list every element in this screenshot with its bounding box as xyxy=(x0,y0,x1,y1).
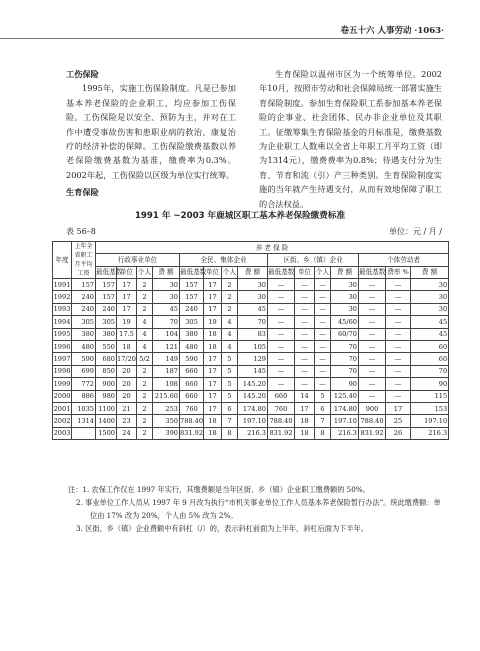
table-cell: 380 xyxy=(96,328,117,340)
table-cell: 125.40 xyxy=(331,390,359,402)
table-cell: 174.80 xyxy=(331,402,359,414)
table-cell: — xyxy=(295,353,315,365)
table-cell: 70 xyxy=(331,353,359,365)
table-cell: — xyxy=(386,378,411,390)
table-cell: — xyxy=(359,328,386,340)
table-cell: 30 xyxy=(411,291,449,303)
note-1: 注：1. 农保工作仅在 1997 年实行，其缴费额是当年区街、乡（镇）企业职工缴费额的 50%。 xyxy=(68,485,370,494)
table-cell: 1035 xyxy=(72,402,96,414)
note-3: 3. 区街、乡（镇）企业费额中有斜杠（/）的，表示斜杠前面为上半年，斜杠后面为下半年。 xyxy=(76,524,368,533)
table-cell: 5 xyxy=(222,353,238,365)
table-row xyxy=(53,291,449,303)
table-cell: — xyxy=(386,303,411,315)
right-column xyxy=(259,67,442,211)
table-cell: 5 xyxy=(222,365,238,377)
table-cell: — xyxy=(315,291,331,303)
table-cell: — xyxy=(359,340,386,352)
table-cell: 23 xyxy=(117,415,137,427)
table-cell: 216.3 xyxy=(238,427,268,439)
table-cell: — xyxy=(386,328,411,340)
table-cell: 83 xyxy=(238,328,268,340)
table-cell: 215.60 xyxy=(153,390,180,402)
table-cell: — xyxy=(268,340,295,352)
h-rate-personal: 个人 xyxy=(137,266,153,278)
table-cell: 4 xyxy=(137,316,153,328)
table-cell: 240 xyxy=(72,303,96,315)
table-cell: — xyxy=(268,328,295,340)
table-cell: 1100 xyxy=(96,402,117,414)
h-min-base: 最低基数 xyxy=(359,266,386,278)
table-cell: 2 xyxy=(137,279,153,291)
table-cell: 831.92 xyxy=(268,427,295,439)
table-row xyxy=(53,316,449,328)
table-cell: 45 xyxy=(411,316,449,328)
table-cell: 380 xyxy=(180,328,204,340)
table-cell: — xyxy=(295,303,315,315)
table-cell: 45 xyxy=(411,328,449,340)
table-cell: 19 xyxy=(117,316,137,328)
table-cell: 2003 xyxy=(53,427,72,439)
table-cell: 121 xyxy=(153,340,180,352)
table-notes xyxy=(68,483,444,535)
col-avg-wage: 上年全省职工月平均工资 xyxy=(72,242,96,279)
table-cell: 157 xyxy=(180,291,204,303)
table-cell: 380 xyxy=(72,328,96,340)
table-cell: 1996 xyxy=(53,340,72,352)
table-row xyxy=(53,340,449,352)
table-row xyxy=(53,365,449,377)
table-cell: 699 xyxy=(72,365,96,377)
table-cell: 104 xyxy=(153,328,180,340)
table-cell: — xyxy=(386,291,411,303)
table-cell: 4 xyxy=(137,340,153,352)
table-cell: — xyxy=(268,303,295,315)
table-cell: 17 xyxy=(204,279,222,291)
table-cell: 760 xyxy=(268,402,295,414)
h-min-base: 最低基数 xyxy=(180,266,204,278)
table-cell: 2 xyxy=(137,365,153,377)
paragraph: 1995年，实施工伤保险制度。凡是已参加基本养老保险的企业职工，均应参加工伤保险。工伤保险是以安全、预防为主，并对在工作中遭受事故伤害和患职业病的救治、康复治疗的经济补偿的保障。工伤保险缴费基数以养老保险缴费基数为基准，缴费率为0.3%。2002年起，工伤保险以区级为单位实行统筹。 xyxy=(66,83,236,180)
table-cell: 350 xyxy=(153,415,180,427)
running-header xyxy=(0,24,444,39)
h-min-base: 最低基数 xyxy=(268,266,295,278)
table-cell: 18 xyxy=(204,415,222,427)
table-cell: 24 xyxy=(117,427,137,439)
table-cell: 149 xyxy=(153,353,180,365)
table-cell: 30 xyxy=(331,303,359,315)
table-cell: — xyxy=(315,279,331,291)
table-cell: 157 xyxy=(96,291,117,303)
h-min-base: 最低基数 xyxy=(96,266,117,278)
table-cell: 17 xyxy=(117,291,137,303)
group-state-enterprise: 全民、集体企业 xyxy=(180,254,268,266)
col-year: 年度 xyxy=(53,242,72,279)
table-cell: 1997 xyxy=(53,353,72,365)
table-cell: — xyxy=(315,365,331,377)
table-row xyxy=(53,427,449,439)
table-cell: 240 xyxy=(180,303,204,315)
table-cell: 1994 xyxy=(53,316,72,328)
table-cell: 90 xyxy=(331,378,359,390)
table-number: 表 56–8 xyxy=(66,227,96,236)
note-2: 2. 事业单位工作人员从 1997 年 9 月改为执行“市机关事业单位工作人员基本养老保险暂行办法”。统此缴费额：单位由 17% 改为 20%，个人由 5% 改为 2%。 xyxy=(76,498,441,520)
h-amount: 费 额 xyxy=(411,266,449,278)
table-cell: 17 xyxy=(204,353,222,365)
table-cell: 831.92 xyxy=(359,427,386,439)
table-cell: 305 xyxy=(72,316,96,328)
table-cell: 772 xyxy=(72,378,96,390)
table-cell: — xyxy=(268,291,295,303)
h-rate-unit: 单位 xyxy=(117,266,137,278)
table-cell: 900 xyxy=(359,402,386,414)
table-cell: 8 xyxy=(222,427,238,439)
table-cell: 17 xyxy=(204,291,222,303)
table-cell: 1500 xyxy=(96,427,117,439)
table-cell: 30 xyxy=(153,279,180,291)
table-row xyxy=(53,279,449,291)
table-row xyxy=(53,303,449,315)
table-cell: — xyxy=(315,303,331,315)
table-cell: 20 xyxy=(117,378,137,390)
group-admin: 行政事业单位 xyxy=(96,254,180,266)
table-cell: 45/60 xyxy=(331,316,359,328)
table-cell: 4 xyxy=(222,328,238,340)
table-cell: — xyxy=(268,279,295,291)
table-row xyxy=(53,328,449,340)
table-cell: 660 xyxy=(180,378,204,390)
table-cell: 45 xyxy=(153,303,180,315)
table-cell: — xyxy=(315,340,331,352)
table-cell: 5 xyxy=(222,378,238,390)
table-cell: — xyxy=(295,328,315,340)
table-cell: 1999 xyxy=(53,378,72,390)
table-cell: 2 xyxy=(137,402,153,414)
table-cell: 2 xyxy=(137,291,153,303)
table-cell: 70 xyxy=(411,365,449,377)
table-cell: — xyxy=(359,291,386,303)
table-cell: 788.40 xyxy=(359,415,386,427)
table-cell: 17 xyxy=(117,303,137,315)
table-cell: 30 xyxy=(331,279,359,291)
table-cell: 1995 xyxy=(53,328,72,340)
table-cell: 5 xyxy=(222,390,238,402)
table-cell: — xyxy=(386,353,411,365)
h-rate: 费率 % xyxy=(386,266,411,278)
table-cell: 25 xyxy=(386,415,411,427)
table-cell: 17 xyxy=(204,390,222,402)
table-cell: 115 xyxy=(411,390,449,402)
table-cell: 2002 xyxy=(53,415,72,427)
table-cell: 1400 xyxy=(96,415,117,427)
table-cell: 30 xyxy=(331,291,359,303)
table-cell: 2 xyxy=(137,303,153,315)
table-row xyxy=(53,353,449,365)
table-cell: 1992 xyxy=(53,291,72,303)
table-cell: 6 xyxy=(315,402,331,414)
table-cell: 17 xyxy=(204,303,222,315)
left-column xyxy=(66,67,236,182)
table-cell: 2 xyxy=(222,279,238,291)
table-cell: — xyxy=(295,279,315,291)
table-cell: 240 xyxy=(96,303,117,315)
table-cell: 20 xyxy=(117,365,137,377)
table-cell: 18 xyxy=(295,427,315,439)
table-cell: — xyxy=(386,340,411,352)
table-cell: — xyxy=(295,378,315,390)
table-cell: 1993 xyxy=(53,303,72,315)
table-cell: — xyxy=(359,279,386,291)
table-unit: 单位：元 / 月 / xyxy=(388,227,442,236)
table-cell: 7 xyxy=(222,415,238,427)
table-cell: — xyxy=(315,378,331,390)
table-cell: 187 xyxy=(153,365,180,377)
table-cell: 1991 xyxy=(53,279,72,291)
table-cell: 240 xyxy=(72,291,96,303)
table-cell: 4 xyxy=(222,340,238,352)
table-cell: 174.80 xyxy=(238,402,268,414)
table-cell: 886 xyxy=(72,390,96,402)
running-head-text: 卷五十六 人事劳动 ·1063· xyxy=(340,26,444,36)
table-cell: 253 xyxy=(153,402,180,414)
table-cell: 305 xyxy=(96,316,117,328)
table-cell: 70 xyxy=(331,365,359,377)
table-cell: — xyxy=(315,316,331,328)
table-cell: — xyxy=(386,316,411,328)
table-cell: 90 xyxy=(411,378,449,390)
table-cell: 5/2 xyxy=(137,353,153,365)
table-cell: 2000 xyxy=(53,390,72,402)
pension-table xyxy=(52,241,449,440)
table-cell: 17 xyxy=(117,279,137,291)
table-cell: — xyxy=(359,365,386,377)
table-cell: 70 xyxy=(238,316,268,328)
table-cell: 157 xyxy=(180,279,204,291)
table-cell: 788.40 xyxy=(268,415,295,427)
table-cell: 17 xyxy=(295,402,315,414)
table-cell: 660 xyxy=(268,390,295,402)
table-cell: 660 xyxy=(180,390,204,402)
table-cell: — xyxy=(295,365,315,377)
table-cell: 30 xyxy=(238,279,268,291)
table-cell: 7 xyxy=(315,415,331,427)
table-cell: 60 xyxy=(411,340,449,352)
table-cell: 17 xyxy=(204,365,222,377)
table-cell: 30 xyxy=(411,303,449,315)
table-cell: 480 xyxy=(72,340,96,352)
table-cell: 70 xyxy=(331,340,359,352)
table-cell: — xyxy=(315,353,331,365)
h-rate-personal: 个人 xyxy=(315,266,331,278)
table-cell: 850 xyxy=(96,365,117,377)
group-township-enterprise: 区街、乡（镇）企业 xyxy=(268,254,359,266)
table-cell: 197.10 xyxy=(238,415,268,427)
table-cell: 1998 xyxy=(53,365,72,377)
table-cell: 2 xyxy=(137,378,153,390)
table-cell: — xyxy=(359,303,386,315)
h-amount: 费 额 xyxy=(153,266,180,278)
table-cell: 30 xyxy=(153,291,180,303)
table-cell: 390 xyxy=(153,427,180,439)
paragraph: 生育保险以温州市区为一个统筹单位。2002年10月，按照市劳动和社会保障局统一部署实施生育保险制度。参加生育保险职工系参加基本养老保险的企事业、社会团体、民办非企业单位及其职工。征缴筹集生育保险基金的月标准是，缴费基数为企业职工人数乘以全省上年职工月平均工资（即为1314元），缴费费率为0.8%；待遇支付分为生育、节育和流（引）产三种类别。生育保险制度实施的当年就产生待遇支付，从而有效地保障了职工的合法权益。 xyxy=(259,69,442,209)
table-cell: 18 xyxy=(117,340,137,352)
table-cell: — xyxy=(295,340,315,352)
table-cell: 60/70 xyxy=(331,328,359,340)
table-cell: 26 xyxy=(386,427,411,439)
table-cell: 660 xyxy=(180,365,204,377)
table-cell: 305 xyxy=(180,316,204,328)
table-cell: 17 xyxy=(204,378,222,390)
col-category: 养 老 保 险 xyxy=(96,242,449,254)
table-cell: 157 xyxy=(96,279,117,291)
h-rate-personal: 个人 xyxy=(222,266,238,278)
group-self-employed: 个体劳动者 xyxy=(359,254,449,266)
table-cell: 550 xyxy=(96,340,117,352)
table-cell: 6 xyxy=(222,402,238,414)
table-cell: 20 xyxy=(117,390,137,402)
table-cell: 480 xyxy=(180,340,204,352)
table-cell: 2 xyxy=(222,303,238,315)
table-cell: 4 xyxy=(137,328,153,340)
table-cell: 17/20 xyxy=(117,353,137,365)
table-cell: — xyxy=(359,353,386,365)
table-cell: 18 xyxy=(295,415,315,427)
table-cell: 831.92 xyxy=(180,427,204,439)
table-cell: 2 xyxy=(137,390,153,402)
h-rate-unit: 单位 xyxy=(295,266,315,278)
table-cell: — xyxy=(359,390,386,402)
table-cell: 216.3 xyxy=(331,427,359,439)
table-cell: 760 xyxy=(180,402,204,414)
table-cell: — xyxy=(386,390,411,402)
table-title: 1991 年 ~2003 年鹿城区职工基本养老保险缴费标准 xyxy=(134,211,346,221)
table-cell: — xyxy=(268,378,295,390)
h-rate-unit: 单位 xyxy=(204,266,222,278)
table-cell: 2 xyxy=(137,427,153,439)
h-amount: 费 额 xyxy=(238,266,268,278)
table-cell: — xyxy=(268,353,295,365)
table-cell: 2 xyxy=(137,415,153,427)
table-cell: 590 xyxy=(180,353,204,365)
table-cell: — xyxy=(359,316,386,328)
table-cell: 680 xyxy=(96,353,117,365)
table-cell: 5 xyxy=(315,390,331,402)
table-cell: — xyxy=(386,365,411,377)
table-cell: — xyxy=(295,291,315,303)
table-row xyxy=(53,390,449,402)
table-cell: 197.10 xyxy=(411,415,449,427)
table-cell: 1314 xyxy=(72,415,96,427)
table-cell: — xyxy=(268,365,295,377)
table-cell: 198 xyxy=(153,378,180,390)
table-cell: 129 xyxy=(238,353,268,365)
table-cell xyxy=(72,427,96,439)
table-cell: — xyxy=(315,328,331,340)
table-cell: 30 xyxy=(411,279,449,291)
table-row xyxy=(53,415,449,427)
table-row xyxy=(53,378,449,390)
table-cell: 17.5 xyxy=(117,328,137,340)
table-row xyxy=(53,402,449,414)
table-cell: 197.10 xyxy=(331,415,359,427)
table-cell: 2001 xyxy=(53,402,72,414)
table-cell: 18 xyxy=(204,328,222,340)
table-cell: 145.20 xyxy=(238,390,268,402)
table-cell: 145.20 xyxy=(238,378,268,390)
table-cell: — xyxy=(268,316,295,328)
table-cell: 19 xyxy=(204,316,222,328)
table-cell: — xyxy=(295,316,315,328)
table-cell: 30 xyxy=(238,291,268,303)
table-cell: 14 xyxy=(295,390,315,402)
table-cell: 788.40 xyxy=(180,415,204,427)
table-cell: 157 xyxy=(72,279,96,291)
table-cell: 2 xyxy=(222,291,238,303)
table-cell: 18 xyxy=(204,427,222,439)
table-cell: 17 xyxy=(204,402,222,414)
table-cell: — xyxy=(359,378,386,390)
table-cell: 590 xyxy=(72,353,96,365)
table-cell: 8 xyxy=(315,427,331,439)
table-cell: 145 xyxy=(238,365,268,377)
table-cell: 60 xyxy=(411,353,449,365)
section-heading-maternity: 生育保险 xyxy=(66,187,99,197)
table-cell: 216.3 xyxy=(411,427,449,439)
table-cell: 45 xyxy=(238,303,268,315)
table-cell: 21 xyxy=(117,402,137,414)
table-body xyxy=(53,279,449,440)
table-cell: 70 xyxy=(153,316,180,328)
table-cell: 4 xyxy=(222,316,238,328)
h-amount: 费 额 xyxy=(331,266,359,278)
table-cell: 17 xyxy=(386,402,411,414)
table-cell: 900 xyxy=(96,378,117,390)
table-cell: 105 xyxy=(238,340,268,352)
table-cell: 153 xyxy=(411,402,449,414)
section-heading-work-injury: 工伤保险 xyxy=(66,69,99,79)
table-cell: 18 xyxy=(204,340,222,352)
table-cell: — xyxy=(386,279,411,291)
table-cell: 980 xyxy=(96,390,117,402)
